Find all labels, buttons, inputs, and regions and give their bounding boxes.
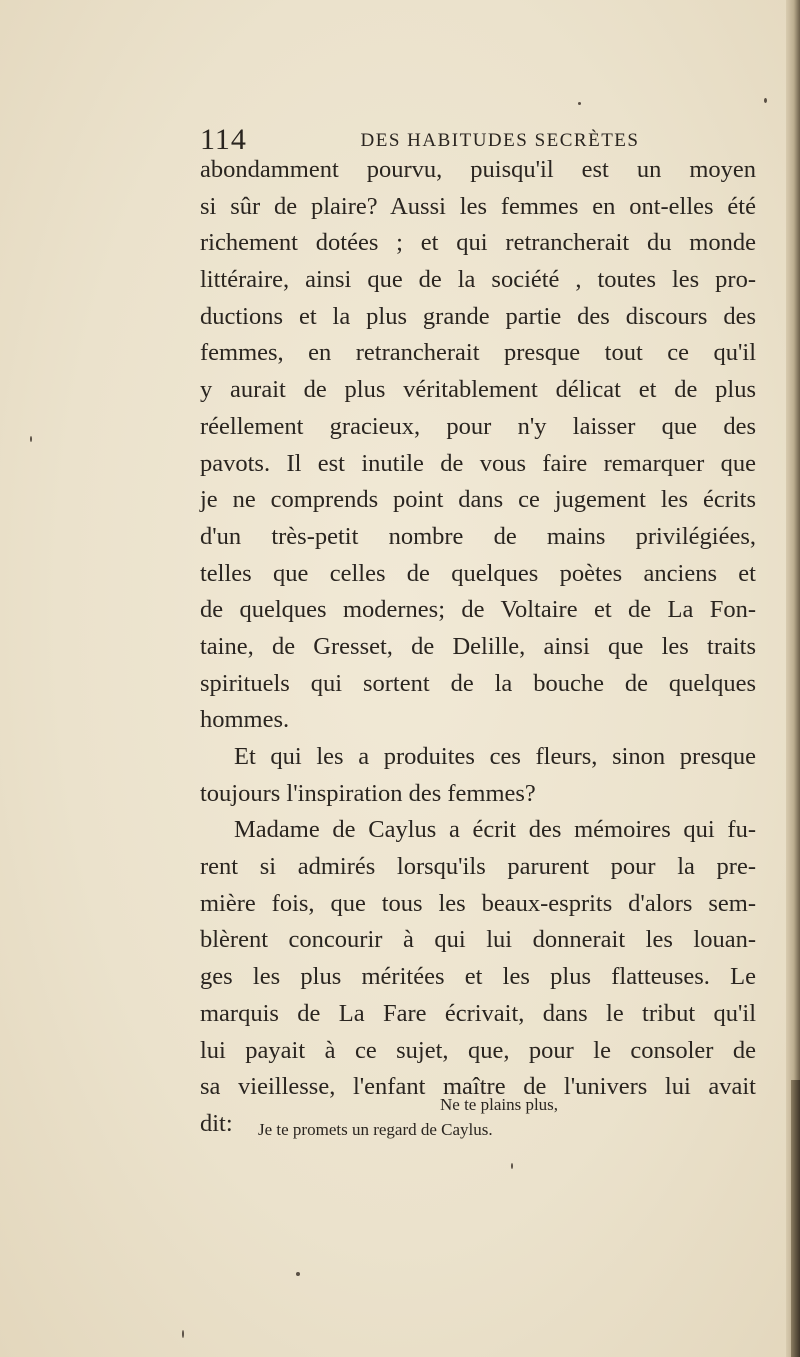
paper-speck xyxy=(511,1163,513,1169)
text-line: rent si admirés lorsqu'ils parurent pour la pre- xyxy=(200,853,756,881)
text-line: taine, de Gresset, de Delille, ainsi que les traits xyxy=(200,632,756,660)
text-line: Madame de Caylus a écrit des mémoires qui fu- xyxy=(234,816,756,844)
text-line: d'un très-petit nombre de mains privilégiées, xyxy=(200,522,756,550)
text-line: hommes. xyxy=(200,706,290,734)
text-line: abondamment pourvu, puisqu'il est un moyen xyxy=(200,156,756,183)
text-line: je ne comprends point dans ce jugement les écrits xyxy=(200,486,756,514)
text-line: mière fois, que tous les beaux-esprits d'alors sem- xyxy=(200,889,756,917)
text-line: ges les plus méritées et les plus flatteuses. Le xyxy=(200,963,756,991)
paper-speck xyxy=(578,102,581,105)
text-line: si sûr de plaire? Aussi les femmes en ont-elles été xyxy=(200,192,756,220)
text-line: blèrent concourir à qui lui donnerait les louan- xyxy=(200,926,756,954)
paper-speck xyxy=(296,1272,300,1276)
verse-line: Je te promets un regard de Caylus. xyxy=(258,1120,493,1139)
text-line: spirituels qui sortent de la bouche de quelques xyxy=(200,669,756,697)
page-edge-shadow xyxy=(791,1080,800,1357)
text-line: toujours l'inspiration des femmes? xyxy=(200,779,536,807)
paper-speck xyxy=(764,98,767,103)
verse-line: Ne te plains plus, xyxy=(440,1095,559,1114)
text-line: Et qui les a produites ces fleurs, sinon presque xyxy=(234,743,756,770)
verse-quote xyxy=(200,1092,756,1142)
paper-speck xyxy=(30,436,32,442)
text-line: pavots. Il est inutile de vous faire remarquer que xyxy=(200,449,756,477)
text-line: dit: xyxy=(200,1109,233,1137)
paper-speck xyxy=(182,1330,184,1338)
page-number: 114 xyxy=(200,123,247,156)
text-line: telles que celles de quelques poètes anciens et xyxy=(200,559,756,587)
text-line: littéraire, ainsi que de la société , toutes les pro- xyxy=(200,266,756,294)
text-line: ductions et la plus grande partie des discours des xyxy=(200,302,756,330)
body-text xyxy=(200,152,756,1143)
text-line: lui payait à ce sujet, que, pour le consoler de xyxy=(200,1036,756,1064)
running-title: DES HABITUDES SECRÈTES xyxy=(360,130,640,151)
text-line: sa vieillesse, l'enfant maître de l'univers lui avait xyxy=(200,1073,756,1101)
text-line: réellement gracieux, pour n'y laisser que des xyxy=(200,412,756,440)
text-line: marquis de La Fare écrivait, dans le tribut qu'il xyxy=(200,999,756,1027)
text-line: richement dotées ; et qui retrancherait du monde xyxy=(200,229,756,257)
text-line: y aurait de plus véritablement délicat et de plus xyxy=(200,376,756,404)
text-line: de quelques modernes; de Voltaire et de La Fon- xyxy=(200,596,756,624)
text-line: femmes, en retrancherait presque tout ce qu'il xyxy=(200,339,756,367)
